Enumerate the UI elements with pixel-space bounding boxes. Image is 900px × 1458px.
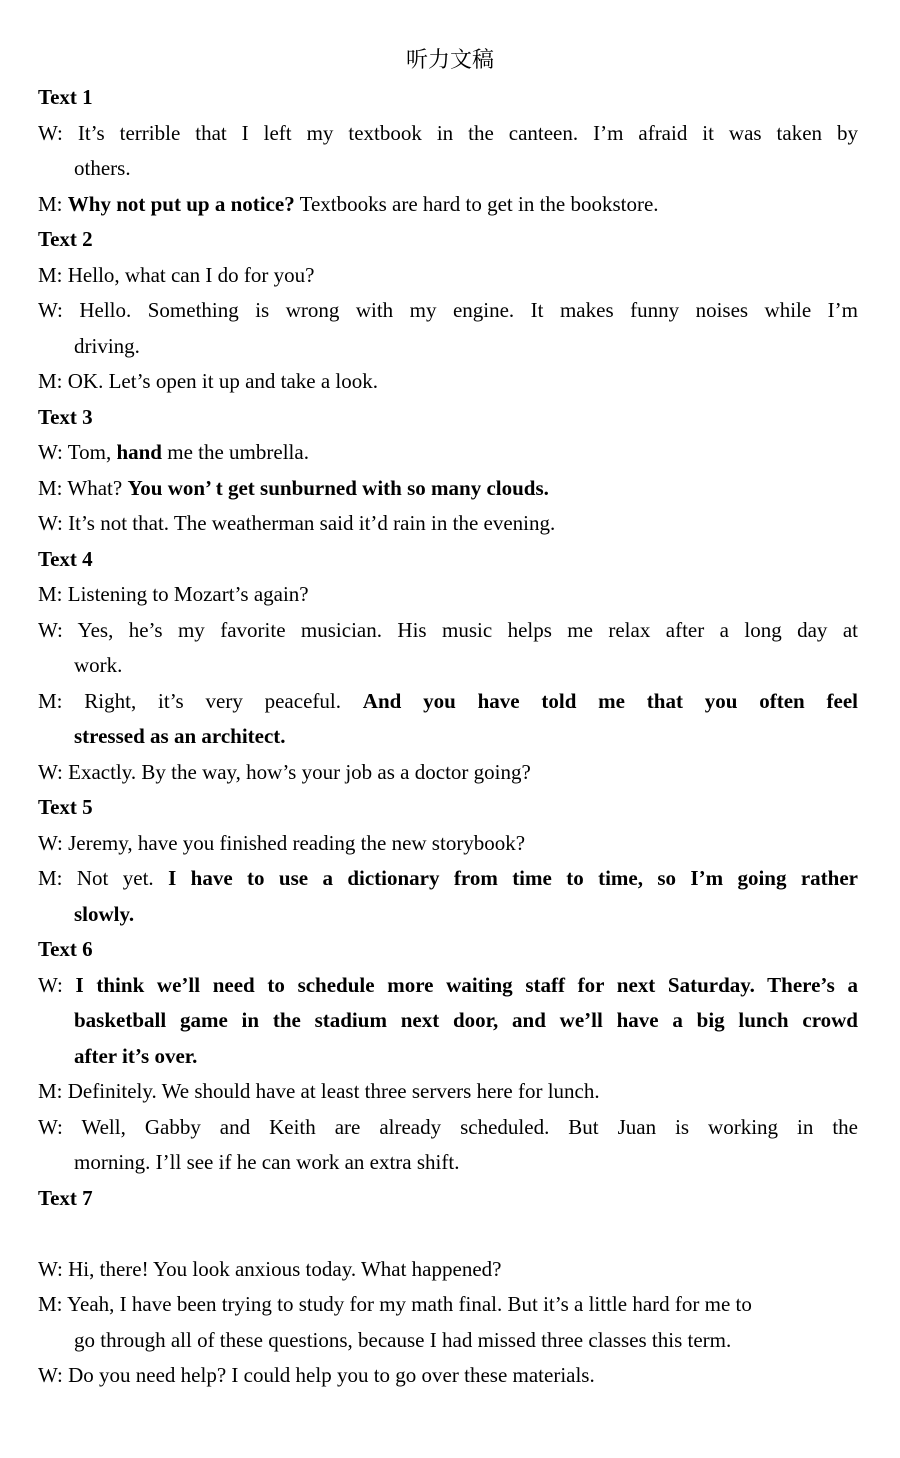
section-heading: Text 4 bbox=[38, 547, 93, 571]
dialogue-line: W: Well, Gabby and Keith are already scheduled. But Juan is working in the bbox=[38, 1115, 858, 1139]
dialogue-line: after it’s over. bbox=[74, 1044, 198, 1068]
dialogue-line: others. bbox=[74, 156, 131, 180]
dialogue-line: slowly. bbox=[74, 902, 135, 926]
dialogue-line: W: Yes, he’s my favorite musician. His music helps me relax after a long day at bbox=[38, 618, 858, 642]
dialogue-line: M: Right, it’s very peaceful. And you have told me that you often feel bbox=[38, 689, 858, 713]
dialogue-line: W: Hi, there! You look anxious today. What happened? bbox=[38, 1257, 502, 1281]
dialogue-line: morning. I’ll see if he can work an extra shift. bbox=[74, 1150, 460, 1174]
dialogue-line: M: Not yet. I have to use a dictionary from time to time, so I’m going rather bbox=[38, 866, 859, 890]
dialogue-line: W: It’s terrible that I left my textbook in the canteen. I’m afraid it was taken by bbox=[38, 121, 858, 145]
dialogue-line: M: OK. Let’s open it up and take a look. bbox=[38, 369, 379, 393]
dialogue-line: M: Yeah, I have been trying to study for my math final. But it’s a little hard for me to bbox=[38, 1292, 752, 1316]
dialogue-line: W: Exactly. By the way, how’s your job as a doctor going? bbox=[38, 760, 531, 784]
section-heading: Text 2 bbox=[38, 227, 93, 251]
section-heading: Text 5 bbox=[38, 795, 93, 819]
dialogue-line: W: Hello. Something is wrong with my engine. It makes funny noises while I’m bbox=[38, 298, 858, 322]
dialogue-line: driving. bbox=[74, 334, 140, 358]
dialogue-line: W: Jeremy, have you finished reading the new storybook? bbox=[38, 831, 526, 855]
dialogue-line: basketball game in the stadium next door, and we’ll have a big lunch crowd bbox=[74, 1008, 858, 1032]
dialogue-line: W: Tom, hand me the umbrella. bbox=[38, 440, 309, 464]
dialogue-line: go through all of these questions, because I had missed three classes this term. bbox=[74, 1328, 732, 1352]
dialogue-line: M: What? You won’ t get sunburned with so many clouds. bbox=[38, 476, 549, 500]
dialogue-line: stressed as an architect. bbox=[74, 724, 286, 748]
dialogue-line: W: Do you need help? I could help you to go over these materials. bbox=[38, 1363, 595, 1387]
section-heading: Text 1 bbox=[38, 85, 93, 109]
page-title: 听力文稿 bbox=[405, 48, 494, 73]
dialogue-line: work. bbox=[74, 653, 123, 677]
section-heading: Text 6 bbox=[38, 937, 93, 961]
section-heading: Text 3 bbox=[38, 405, 93, 429]
dialogue-line: W: I think we’ll need to schedule more waiting staff for next Saturday. There’s a bbox=[38, 973, 858, 997]
section-heading: Text 7 bbox=[38, 1186, 93, 1210]
dialogue-line: M: Definitely. We should have at least three servers here for lunch. bbox=[38, 1079, 600, 1103]
dialogue-line: M: Why not put up a notice? Textbooks are hard to get in the bookstore. bbox=[38, 192, 659, 216]
dialogue-line: M: Listening to Mozart’s again? bbox=[38, 582, 309, 606]
dialogue-line: M: Hello, what can I do for you? bbox=[38, 263, 315, 287]
dialogue-line: W: It’s not that. The weatherman said it’d rain in the evening. bbox=[38, 511, 556, 535]
